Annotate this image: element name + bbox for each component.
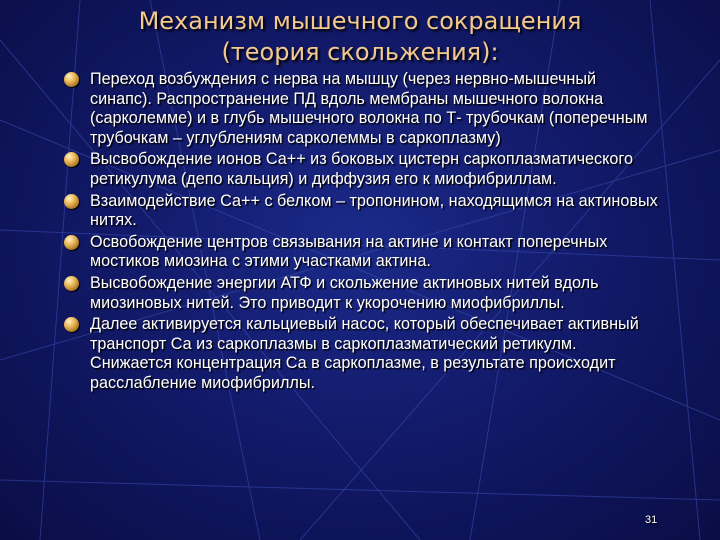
bullet-text: Высвобождение ионов Са++ из боковых цистерн саркоплазматического ретикулума (депо кальция) и диффузия его к миофибриллам.: [90, 150, 633, 188]
bullet-item: [62, 150, 662, 189]
bullet-icon: [64, 317, 79, 332]
title-line-1: Механизм мышечного сокращения: [138, 7, 582, 35]
bullet-text: Высвобождение энергии АТФ и скольжение актиновых нитей вдоль миозиновых нитей. Это приводит к укорочению миофибриллы.: [90, 273, 599, 312]
bullet-icon: [64, 235, 79, 250]
bullet-list: [62, 70, 662, 396]
page-number: 31: [645, 514, 658, 526]
bullet-icon: [64, 72, 79, 87]
bullet-text: Освобождение центров связывания на актине и контакт поперечных мостиков миозина с этими участками актина.: [90, 232, 608, 271]
bullet-text: Взаимодействие Са++ с белком – тропонином, находящимся на актиновых нитях.: [90, 191, 658, 230]
bullet-item: [62, 70, 662, 148]
bullet-icon: [64, 276, 79, 291]
bullet-item: [62, 192, 662, 231]
slide-title: [40, 6, 680, 68]
bullet-icon: [64, 152, 79, 167]
bullet-icon: [64, 194, 79, 209]
bullet-text: Переход возбуждения с нерва на мышцу (через нервно-мышечный синапс). Распространение ПД вдоль мембраны мышечного волокна (сарколемме) и в глубь мышечного волокна по Т- трубочкам (поперечным трубочкам – углублениям сарколеммы в саркоплазму): [90, 70, 648, 147]
bullet-item: [62, 274, 662, 313]
bullet-item: [62, 233, 662, 272]
title-line-2: (теория скольжения):: [221, 38, 499, 66]
bullet-item: [62, 315, 662, 393]
bullet-text: Далее активируется кальциевый насос, который обеспечивает активный транспорт Са из саркоплазмы в саркоплазматический ретикулм. Снижается концентрация Са в саркоплазме, в результате происходит расслабление миофибриллы.: [90, 315, 639, 392]
